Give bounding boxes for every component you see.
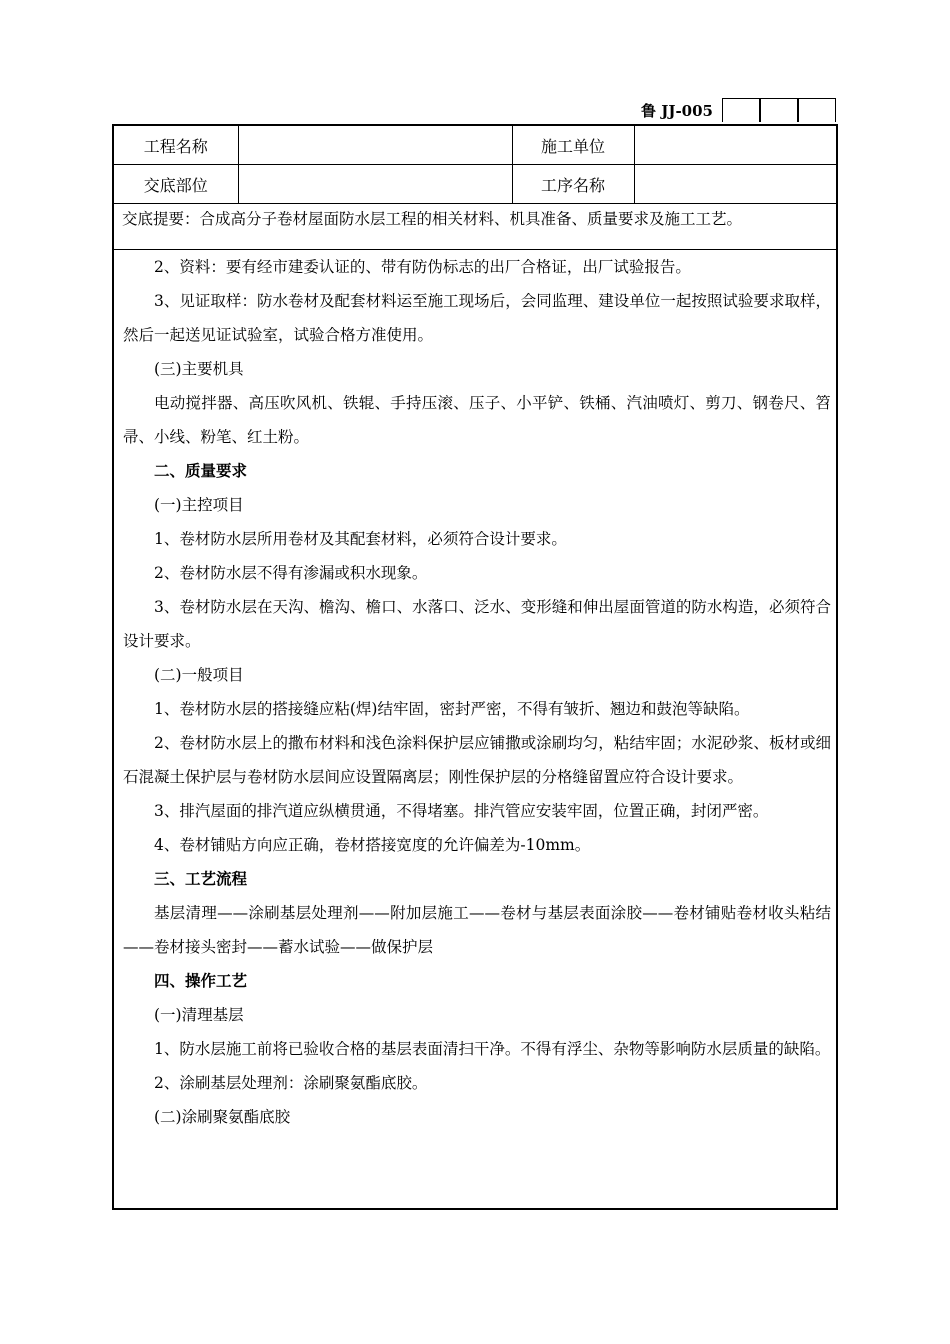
disclosure-content bbox=[123, 250, 831, 1134]
code-box-3 bbox=[798, 98, 836, 122]
paragraph: 3、见证取样：防水卷材及配套材料运至施工现场后，会同监理、建设单位一起按照试验要求取样，然后一起送见证试验室，试验合格方准使用。 bbox=[123, 292, 831, 344]
paragraph: 1、卷材防水层所用卷材及其配套材料，必须符合设计要求。 bbox=[154, 530, 567, 548]
location-value[interactable] bbox=[238, 165, 512, 204]
paragraph: 1、卷材防水层的搭接缝应粘(焊)结牢固，密封严密，不得有皱折、翘边和鼓泡等缺陷。 bbox=[154, 700, 750, 718]
project-name-label: 工程名称 bbox=[114, 126, 238, 165]
subheading: (三)主要机具 bbox=[154, 360, 244, 378]
contractor-value[interactable] bbox=[634, 126, 836, 165]
subheading: (一)主控项目 bbox=[154, 496, 244, 514]
code-box-2 bbox=[760, 98, 798, 122]
subheading: (二)一般项目 bbox=[154, 666, 244, 684]
document-code-row bbox=[112, 98, 838, 124]
paragraph: 1、防水层施工前将已验收合格的基层表面清扫干净。不得有浮尘、杂物等影响防水层质量的缺陷。 bbox=[154, 1040, 831, 1058]
process-label: 工序名称 bbox=[512, 165, 634, 204]
section-heading: 二、质量要求 bbox=[154, 461, 248, 480]
paragraph: 2、资料：要有经市建委认证的、带有防伪标志的出厂合格证，出厂试验报告。 bbox=[154, 258, 691, 276]
code-box-1 bbox=[722, 98, 760, 122]
section-heading: 三、工艺流程 bbox=[154, 869, 248, 888]
location-label: 交底部位 bbox=[114, 165, 238, 204]
paragraph: 2、卷材防水层不得有渗漏或积水现象。 bbox=[154, 564, 428, 582]
document-code: 鲁 JJ-005 bbox=[641, 102, 713, 120]
subheading: (一)清理基层 bbox=[154, 1006, 244, 1024]
section-heading: 四、操作工艺 bbox=[154, 971, 248, 990]
project-name-value[interactable] bbox=[238, 126, 512, 165]
paragraph: 2、卷材防水层上的撒布材料和浅色涂料保护层应铺撒或涂刷均匀，粘结牢固；水泥砂浆、板材或细石混凝土保护层与卷材防水层间应设置隔离层；刚性保护层的分格缝留置应符合设计要求。 bbox=[123, 734, 831, 786]
paragraph: 电动搅拌器、高压吹风机、铁辊、手持压滚、压子、小平铲、铁桶、汽油喷灯、剪刀、钢卷尺、笤帚、小线、粉笔、红土粉。 bbox=[123, 394, 831, 446]
paragraph: 3、卷材防水层在天沟、檐沟、檐口、水落口、泛水、变形缝和伸出屋面管道的防水构造，必须符合设计要求。 bbox=[123, 598, 831, 650]
disclosure-summary: 交底提要：合成高分子卷材屋面防水层工程的相关材料、机具准备、质量要求及施工工艺。 bbox=[114, 206, 836, 250]
disclosure-form bbox=[112, 124, 838, 1210]
contractor-label: 施工单位 bbox=[512, 126, 634, 165]
paragraph: 基层清理——涂刷基层处理剂——附加层施工——卷材与基层表面涂胶——卷材铺贴卷材收头粘结——卷材接头密封——蓄水试验——做保护层 bbox=[123, 904, 831, 956]
process-value[interactable] bbox=[634, 165, 836, 204]
header-table bbox=[114, 126, 836, 204]
paragraph: 3、排汽屋面的排汽道应纵横贯通，不得堵塞。排汽管应安装牢固，位置正确，封闭严密。 bbox=[154, 802, 769, 820]
paragraph: 4、卷材铺贴方向应正确，卷材搭接宽度的允许偏差为-10mm。 bbox=[154, 836, 591, 854]
subheading: (二)涂刷聚氨酯底胶 bbox=[154, 1108, 291, 1126]
paragraph: 2、涂刷基层处理剂：涂刷聚氨酯底胶。 bbox=[154, 1074, 428, 1092]
